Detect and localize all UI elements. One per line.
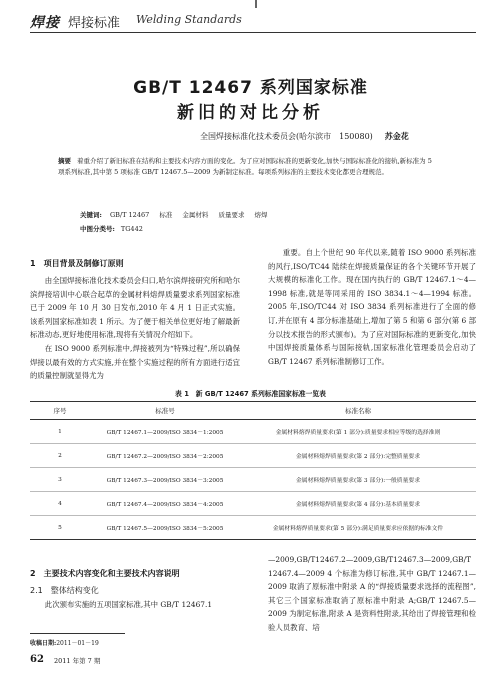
table-cell: GB/T 12467.1—2009/ISO 3834－1:2005 bbox=[90, 420, 240, 444]
table-cell: 4 bbox=[30, 492, 90, 516]
table-cell: 金属材料熔焊质量要求(第 4 部分):基本质量要求 bbox=[240, 492, 476, 516]
table-cell: 金属材料熔焊质量要求(第 5 部分):满足质量要求应依据的标准文件 bbox=[240, 516, 476, 540]
section-heading: 1 项目背景及制修订原则 bbox=[30, 259, 124, 268]
right-column-paragraph-2: —2009,GB/T12467.2—2009,GB/T12467.3—2009,GB/T 12467.4—2009 4 个标准为修订标准,其中 GB/T 12467.1—2009 取消了原标准中附录 A 的“焊接质量要求选择的流程图”,其它三个国家标准取消了原标准中附录 A;GB/T 12467.5—2009 为制定标准,附录 A 是资料性附录,其给出了焊接管理和检验人员教育、培 bbox=[268, 555, 476, 632]
table-cell: GB/T 12467.5—2009/ISO 3834－5:2005 bbox=[90, 516, 240, 540]
table-cell: 金属材料熔焊质量要求(第 1 部分):质量要求相应等级的选择准则 bbox=[240, 420, 476, 444]
table-cell: 5 bbox=[30, 516, 90, 540]
keywords bbox=[80, 210, 276, 219]
abstract-text: 着重介绍了新旧标准在结构和主要技术内容方面的变化。为了应对国际标准的更新变化,加快与国际标准化的接轨,新标准为 5 项系列标准,其中第 5 项标准 GB/T 12467.5—2009 为新制定标准。每项系列标准的主要技术变化都更合理规范。 bbox=[58, 157, 432, 176]
table-row bbox=[30, 492, 476, 516]
issue-label: 2011 年第 7 期 bbox=[54, 657, 101, 665]
table-cell: GB/T 12467.2—2009/ISO 3834－2:2005 bbox=[90, 444, 240, 468]
keyword: 标准 bbox=[159, 211, 173, 219]
classification-label: 中图分类号: bbox=[80, 225, 115, 233]
table-header-cell: 标准号 bbox=[90, 402, 240, 420]
table-cell: 金属材料熔焊质量要求(第 2 部分):完整质量要求 bbox=[240, 444, 476, 468]
paragraph: 由全国焊接标准化技术委员会归口,哈尔滨焊接研究所和哈尔滨焊接培训中心联合起草的金属材料熔焊质量要求系列国家标准已于 2009 年 10 月 30 日发布,2010 年 4 月 1 日正式实施。该系列国家标准如表 1 所示。为了便于相关单位更好地了解最新标准动态,更好地使用标准,现将有关情况介绍如下。 bbox=[30, 276, 240, 340]
keyword: 金属材料 bbox=[182, 211, 209, 219]
header-rule bbox=[30, 32, 476, 33]
table-caption: 表 1 新 GB/T 12467 系列标准国家标准一览表 bbox=[175, 390, 326, 398]
table-row bbox=[30, 444, 476, 468]
table-cell: GB/T 12467.4—2009/ISO 3834－4:2005 bbox=[90, 492, 240, 516]
table-row bbox=[30, 420, 476, 444]
table-row bbox=[30, 516, 476, 540]
section-heading: 2 主要技术内容变化和主要技术内容说明 bbox=[30, 569, 180, 578]
classification-value: TG442 bbox=[120, 225, 143, 233]
article-title-line1: GB/T 12467 系列国家标准 bbox=[133, 78, 368, 98]
author-line bbox=[200, 131, 409, 142]
received-value: 2011－01－19 bbox=[56, 640, 99, 647]
table-cell: 金属材料熔焊质量要求(第 3 部分):一般质量要求 bbox=[240, 468, 476, 492]
table-row bbox=[30, 468, 476, 492]
top-tick-mark bbox=[255, 0, 257, 8]
journal-logo: 焊接 bbox=[30, 15, 60, 31]
classification bbox=[80, 224, 143, 233]
keyword: 熔焊 bbox=[254, 211, 268, 219]
abstract bbox=[58, 156, 438, 178]
table-cell: 1 bbox=[30, 420, 90, 444]
author-name: 苏金花 bbox=[384, 131, 409, 141]
table-header-cell: 标准名称 bbox=[240, 402, 476, 420]
keywords-label: 关键词: bbox=[80, 211, 102, 219]
right-column-paragraph: 重要。自上个世纪 90 年代以来,随着 ISO 9000 系列标准的风行,ISO/TC44 陆续在焊接质量保证的各个关键环节开展了大规模的标准化工作。现在国内执行的 GB/T 12467.1～4—1998 标准,就是等同采用的 ISO 3834.1～4—1994 标准。2005 年,ISO/TC44 对 ISO 3834 系列标准进行了全面的修订,并在原有 4 部分标准基础上,增加了第 5 和第 6 部分(第 6 部分以技术报告的形式颁布)。为了应对国际标准的更新变化,加快中国焊接质量体系与国际接轨,国家标准化管理委员会启动了 GB/T 12467 系列标准制修订工作。 bbox=[268, 248, 476, 366]
article-title-line2: 新旧的对比分析 bbox=[177, 103, 324, 123]
table-header-cell: 序号 bbox=[30, 402, 90, 420]
table-header-row bbox=[30, 402, 476, 420]
received-label: 收稿日期: bbox=[30, 640, 57, 647]
section2-paragraph: 此次颁布实施的五项国家标准,其中 GB/T 12467.1 bbox=[44, 600, 213, 609]
abstract-label: 摘要 bbox=[58, 157, 71, 165]
table-cell: 2 bbox=[30, 444, 90, 468]
section1-body bbox=[30, 274, 240, 383]
table-cell: GB/T 12467.3—2009/ISO 3834－3:2005 bbox=[90, 468, 240, 492]
keyword: 质量要求 bbox=[218, 211, 245, 219]
subsection-heading: 2.1 整体结构变化 bbox=[30, 586, 99, 595]
standards-table bbox=[30, 401, 476, 540]
keyword: GB/T 12467 bbox=[109, 211, 150, 219]
footnote-rule bbox=[30, 633, 125, 634]
author-affiliation: 全国焊接标准化技术委员会(哈尔滨市 150080) bbox=[200, 132, 373, 141]
page-number: 62 bbox=[30, 654, 44, 665]
column-category: 焊接标准 bbox=[68, 16, 121, 31]
paragraph: 在 ISO 9000 系列标准中,焊接被列为“特殊过程”,所以确保焊接以最有效的方式实施,并在整个实施过程的所有方面进行适宜的质量控制就显得尤为 bbox=[30, 343, 240, 381]
table-cell: 3 bbox=[30, 468, 90, 492]
received-date bbox=[30, 638, 99, 647]
column-category-en: Welding Standards bbox=[136, 13, 242, 26]
